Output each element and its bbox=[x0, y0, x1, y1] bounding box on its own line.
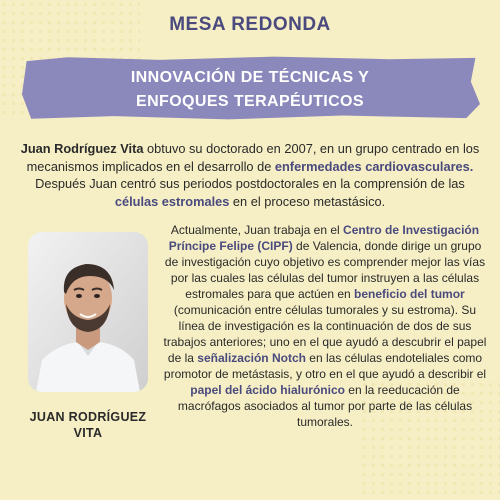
bio-text-3: (comunicación entre células tumorales y su estroma). Su línea de investigación es la continuación de dos de sus trabajos anteriores; uno en el que ayudó a descubrir el papel de la bbox=[163, 303, 487, 365]
bio-text-5: en la reeducación de macrófagos asociados al tumor por parte de las células tumorales. bbox=[177, 383, 473, 429]
intro-highlight-cardiovascular: enfermedades cardiovasculares. bbox=[274, 158, 474, 174]
bio-text-2: de Valencia, donde dirige un grupo de investigación cuyo objetivo es comprender mejor las vías por las cuales las células del tumor instruyen a las células estromales para que actúen en bbox=[164, 239, 486, 301]
intro-text-2: Después Juan centró sus periodos postdoctorales en la comprensión de las bbox=[35, 176, 465, 191]
intro-paragraph bbox=[14, 140, 486, 210]
speaker-photo bbox=[28, 232, 148, 392]
bio-paragraph bbox=[162, 222, 488, 430]
banner-title-line-2: ENFOQUES TERAPÉUTICOS bbox=[136, 93, 364, 110]
intro-highlight-stromal: células estromales bbox=[114, 193, 230, 209]
bio-text-4: en las células endoteliales como promotor de metástasis, y otro en el que ayudó a describir el bbox=[163, 351, 487, 381]
banner-title-line-1: INNOVACIÓN DE TÉCNICAS Y bbox=[130, 69, 370, 86]
intro-text-1: obtuvo su doctorado en 2007, en un grupo centrado en los mecanismos implicados en el desarrollo de bbox=[26, 141, 480, 174]
intro-text-3: en el proceso metastásico. bbox=[229, 193, 386, 209]
speaker-portrait-illustration bbox=[28, 232, 148, 392]
bio-highlight-notch: señalización Notch bbox=[197, 351, 306, 365]
speaker-name: JUAN RODRÍGUEZ VITA bbox=[29, 410, 147, 440]
header-title: MESA REDONDA bbox=[169, 14, 331, 35]
bio-highlight-hyaluronic: papel del ácido hialurónico bbox=[190, 383, 345, 397]
bio-text-1: Actualmente, Juan trabaja en el bbox=[170, 223, 344, 237]
bio-highlight-benefit: beneficio del tumor bbox=[354, 287, 465, 301]
intro-name: Juan Rodríguez Vita bbox=[20, 141, 144, 156]
bio-highlight-cipf: Centro de Investigación Príncipe Felipe (CIPF) bbox=[168, 223, 480, 253]
